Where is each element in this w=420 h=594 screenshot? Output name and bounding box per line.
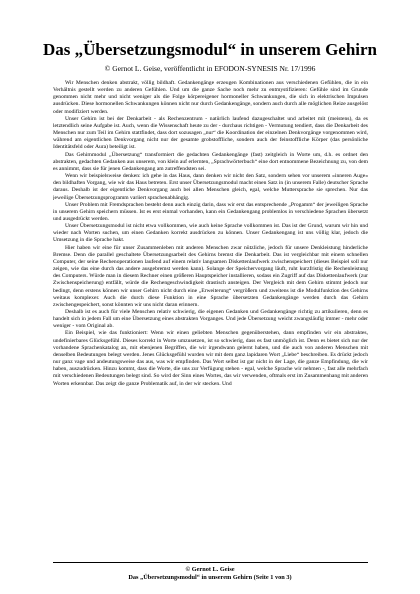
footer-divider [53, 562, 368, 563]
page-footer [0, 566, 420, 582]
paragraph: Hier haben wir eine für unser Zusammenleben mit anderen Menschen zwar nützliche, jedoch für unsere Denkleistung hinderliche Bremse. Denn die parallel geschaltete Übersetzungsarbeit des Gehirns bremst die Denkarbeit. Das ist vergleichbar mit einem schnellen Computer, der seine Rechenoperationen laufend auf einem relativ langsamen Diskettenlaufwerk zwischenspeichert (dieses Beispiel soll nur zeigen, wie das eine durch das andere ausgebremst werden kann). Solange der Speichervorgang läuft, ruht kurzfristig die Rechenleistung des Computers. Würde man in diesem Rechner einen größeren Hauptspeicher installieren, sodass ein Zugriff auf das Diskettenlaufwerk (zur Zwischenspeicherung) entfällt, würde die Rechengeschwindigkeit drastisch ansteigen. Der Vergleich mit dem Gehirn stimmt jedoch nur bedingt, denn erstens können wir unser Gehirn nicht durch eine „Erweiterung“ vergrößern und zweitens ist die Modulfunktion des Gehirns weitaus komplexer. Auch die durch diese Funktion in eine Sprache übersetzten Gedankengänge werden durch das Gehirn zwischengespeichert, sonst könnten wir uns nicht daran erinnern. [53, 244, 368, 308]
paragraph: Unser Übersetzungsmodul ist nicht etwa vollkommen, wie auch keine Sprache vollkommen ist. Das ist der Grund, warum wir hin und wieder nach Worten suchen, um einen Gedanken korrekt ausdrücken zu können. Unser Gedankengang ist uns völlig klar, jedoch die Umsetzung in die Sprache hakt. [53, 223, 368, 244]
paragraph: Unser Problem mit Fremdsprachen besteht denn auch einzig darin, dass wir erst das entsprechende „Progamm“ der jeweiligen Sprache in unserem Gehirn speichern müssen. Ist es erst einmal vorhanden, kann ein Gedankengang problemlos in verschiedene Sprachen übersetzt und ausgedrückt werden. [53, 201, 368, 222]
byline: © Gernot L. Geise, veröffentlicht in EFODON-SYNESIS Nr. 17/1996 [104, 64, 316, 73]
paragraph: Das Gehirnmodul „Übersetzung“ transformiert die gedachten Gedankengänge (fast) zeitgleich in Worte um, d.h. es ordnet den abstrakten, gedachten Gedanken aus unserem, von klein auf erlernten, „Sprachwörterbuch“ eine dort entnommene Bezeichnung zu, von dem es annimmt, dass sie für jenen Gedankengang am zutreffendsten sei. [53, 151, 368, 172]
footer-page-info: Das „Übersetzungsmodul“ in unserem Gehirn (Seite 1 von 3) [128, 574, 292, 581]
document-title: Das „Übersetzungsmodul“ in unserem Gehirn [42, 40, 378, 59]
paragraph: Wenn wir beispielsweise denken: ich gehe in das Haus, dann denken wir nicht den Satz, sondern sehen vor unserem »inneren Auge« den bildhaften Vorgang, wie wir das Haus betreten. Erst unser Übersetzungsmodul macht einen Satz in (in unserem Falle) deutscher Sprache daraus. Deshalb ist der eigentliche Denkvorgang auch bei allen Menschen gleich, egal, welche Muttersprache sie sprechen. Nur das jeweilige Übersetzungsprogramm variiert sprachenabhängig. [53, 173, 368, 201]
footer-copyright: © Gernot L. Geise [185, 566, 235, 573]
article-body [53, 80, 368, 554]
paragraph: Unser Gehirn ist bei der Denkarbeit - als Rechenzentrum - natürlich laufend dazugeschaltet und arbeitet mit (meistens), da es letztendlich seine Aufgabe ist. Auch, wenn die Wissenschaft heute zu der - durchaus richtigen - Vermutung tendiert, dass die Denkarbeit des Menschen nur zum Teil im Gehirn stattfindet, dass dort sozusagen „nur“ die Koordination der einzelnen Denkvorgänge vorgenommen wird, während am eigentlichen Denkvorgang nicht nur der gesamte grobstoffliche, sondern auch der feinstoffliche Körper (das persönliche Identitätsfeld oder Aura) beteiligt ist. [53, 115, 368, 151]
paragraph: Wir Menschen denken abstrakt, völlig bildhaft. Gedankengänge erzeugen Kombinationen aus verschiedenen Gefühlen, die in ein Verhältnis gestellt werden zu anderen Gefühlen. Und um die ganze Sache noch mehr zu entmystifizieren: Gefühle sind im Grunde genommen nicht mehr und nicht weniger als die Folge körpereigener hormoneller Schwankungen, die sich in elektrischen Impulsen ausdrücken. Diese hormonellen Schwankungen können nicht nur durch Gedankengänge, sondern auch durch alle möglichen Reize ausgelöst oder modifiziert werden. [53, 80, 368, 115]
paragraph: Deshalb ist es auch für viele Menschen relativ schwierig, die eigenen Gedanken und Gedankengänge richtig zu artikulieren, denn es handelt sich in jedem Fall um eine Übersetzung eines abstrakten Vorganges. Und jede Übersetzung weicht zwangsläufig immer - mehr oder weniger - vom Original ab. [53, 309, 368, 330]
paragraph: Ein Beispiel, wie das funktioniert: Wenn wir einen geliebten Menschen gegenüberstehen, dann empfinden wir ein abstraktes, undefinierbares Glücksgefühl. Dieses korrekt in Worte umzusetzen, ist so schwierig, dass es fast unmöglich ist. Denn es bietet sich nur der vorhandene Sprachenkatalog an, mit ebenjenen Begriffen, die wir irgendwann gelernt haben, und die auch von anderen Menschen mit denselben Bedeutungen belegt werden. Jenes Glücksgefühl wurden wir mit dem ganz lapidaren Wort „Liebe“ beschreiben. Es drückt jedoch nur ganz vage und andeutungsweise das aus, was wir empfinden. Das Wort selbst ist gar nicht in der Lage, die ganze Empfindung, die wir haben, auszudrücken. Hinzu kommt, dass die Worte, die uns zur Verfügung stehen - egal, welche Sprache wir nehmen -, fast alle mehrfach mit verschiedenen Bedeutungen belegt sind. So wird der Sinn eines Wortes, das wir verwenden, oftmals erst im Zusammenhang mit anderen Worten erkennbar. Das zeigt die ganze Problematik auf, in der wir stecken. Und [53, 330, 368, 387]
